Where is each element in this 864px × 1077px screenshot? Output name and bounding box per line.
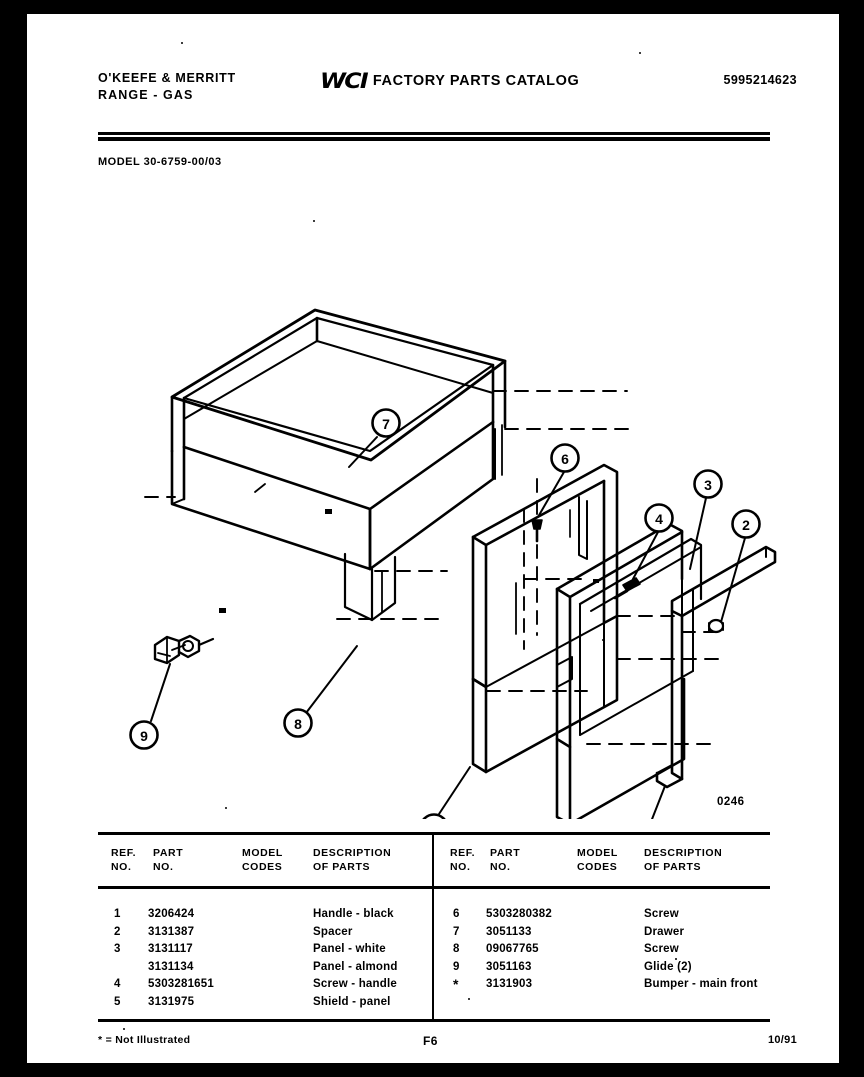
column-header-model-codes: MODEL CODES (242, 847, 283, 873)
cell-description: Drawer (644, 925, 685, 938)
cell-part-no: 3051163 (486, 960, 532, 973)
page-header (27, 14, 839, 134)
footnote-not-illustrated: * = Not Illustrated (98, 1034, 191, 1046)
catalog-number: 5995214623 (723, 73, 797, 87)
table-row (98, 994, 432, 1012)
svg-text:7: 7 (382, 416, 390, 432)
svg-text:2: 2 (742, 517, 750, 533)
table-row (98, 906, 432, 924)
page-sheet (27, 14, 839, 1063)
column-header-part-no: PART NO. (153, 847, 184, 873)
brand-category: RANGE - GAS (98, 88, 194, 102)
cell-part-no: 3131975 (148, 995, 195, 1008)
scan-speckle (602, 639, 604, 641)
glide-part (155, 636, 213, 663)
parts-rows-right (434, 906, 768, 1005)
parts-table-left (98, 832, 432, 1022)
svg-text:3: 3 (704, 477, 712, 493)
cell-ref-no: 4 (114, 978, 121, 990)
cell-description: Screw (644, 943, 679, 955)
cell-ref-no: 7 (453, 925, 460, 938)
cell-description: Glide (2) (644, 960, 692, 973)
callout-3 (695, 471, 722, 498)
cell-description: Spacer (313, 925, 353, 938)
table-header-row-left (98, 846, 432, 886)
callout-7 (373, 410, 400, 437)
column-header-ref-no: REF. NO. (111, 847, 137, 873)
callout-9 (131, 722, 158, 749)
cell-part-no: 3131903 (486, 978, 533, 990)
diagram-svg (27, 179, 839, 819)
column-header-part-no: PART NO. (490, 847, 521, 873)
table-row (434, 924, 768, 942)
column-header-description: DESCRIPTION OF PARTS (644, 847, 723, 873)
parts-table-right (434, 832, 768, 1022)
catalog-logo-block (320, 71, 579, 92)
cell-part-no: 3131134 (148, 960, 194, 973)
svg-text:8: 8 (294, 716, 302, 732)
cell-part-no: 09067765 (486, 943, 539, 955)
drawing-number: 0246 (717, 796, 745, 808)
table-row (98, 976, 432, 994)
table-row (434, 959, 768, 977)
cell-ref-no: 1 (114, 908, 121, 920)
callout-8 (285, 710, 312, 737)
exploded-parts-diagram (27, 179, 839, 819)
callout-4 (646, 505, 673, 532)
cell-ref-no: 6 (453, 908, 460, 920)
cell-description: Screw (644, 908, 679, 920)
scan-speckle (123, 1028, 125, 1030)
revision-date: 10/91 (767, 1034, 797, 1046)
scan-speckle (313, 220, 315, 222)
callout-6 (552, 445, 579, 472)
cell-ref-no: 5 (114, 995, 121, 1008)
wci-logo-icon: WCI (320, 69, 367, 93)
cell-description: Panel - almond (313, 960, 398, 973)
callout-2 (733, 511, 760, 538)
cell-ref-no: 9 (453, 960, 460, 973)
model-label: MODEL 30-6759-00/03 (98, 156, 222, 168)
brand-block (98, 70, 236, 104)
table-row (98, 924, 432, 942)
cell-description: Panel - white (313, 943, 386, 955)
scan-speckle (225, 807, 227, 809)
header-rule-lower (98, 137, 770, 141)
table-row (434, 906, 768, 924)
scan-speckle (639, 52, 641, 54)
scan-speckle (468, 998, 470, 1000)
cell-ref-no: 8 (453, 943, 460, 955)
page-footer (27, 1034, 839, 1062)
cell-description: Shield - panel (313, 995, 391, 1008)
cell-part-no: 3206424 (148, 908, 195, 920)
table-row (98, 959, 432, 977)
brand-name: O'KEEFE & MERRITT (98, 71, 236, 85)
callout-bubbles (131, 410, 760, 820)
table-header-row-right (434, 846, 768, 886)
callout-leader-lines (151, 437, 745, 819)
cell-part-no: 3131117 (148, 943, 193, 955)
parts-rows-left (98, 906, 432, 1011)
cell-part-no: 3051133 (486, 925, 532, 938)
cell-description: Bumper - main front (644, 978, 758, 990)
parts-table (98, 832, 770, 1022)
column-header-description: DESCRIPTION OF PARTS (313, 847, 392, 873)
scan-speckle (181, 42, 183, 44)
svg-text:4: 4 (655, 511, 663, 527)
scan-speckle (675, 958, 677, 960)
column-header-ref-no: REF. NO. (450, 847, 476, 873)
cell-description: Handle - black (313, 908, 394, 920)
table-row (434, 941, 768, 959)
cell-description: Screw - handle (313, 978, 397, 990)
front-panel (557, 524, 701, 819)
header-rule-upper (98, 132, 770, 135)
callout-5 (421, 815, 448, 820)
cell-part-no: 5303280382 (486, 908, 552, 920)
cell-part-no: 5303281651 (148, 978, 214, 990)
table-row (98, 941, 432, 959)
column-header-model-codes: MODEL CODES (577, 847, 618, 873)
handle-part (657, 547, 775, 787)
cell-part-no: 3131387 (148, 925, 195, 938)
table-row (434, 976, 768, 1005)
svg-text:6: 6 (561, 451, 569, 467)
page-number: F6 (423, 1034, 438, 1048)
cell-ref-no: * (453, 976, 459, 992)
cell-ref-no: 2 (114, 925, 121, 938)
cell-ref-no: 3 (114, 943, 121, 955)
catalog-title: FACTORY PARTS CATALOG (372, 73, 580, 90)
drawer-body (172, 310, 505, 620)
svg-text:9: 9 (140, 728, 148, 744)
